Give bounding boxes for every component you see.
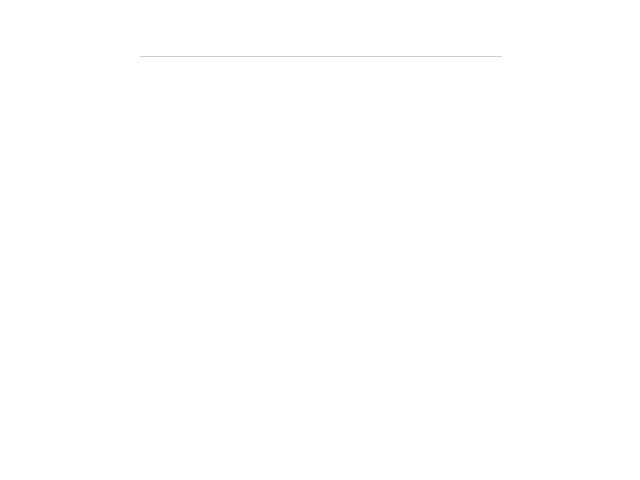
top-divider bbox=[140, 56, 502, 57]
column-header bbox=[305, 72, 468, 79]
column-header bbox=[140, 72, 300, 79]
right-column bbox=[305, 72, 468, 79]
left-column bbox=[140, 72, 300, 79]
